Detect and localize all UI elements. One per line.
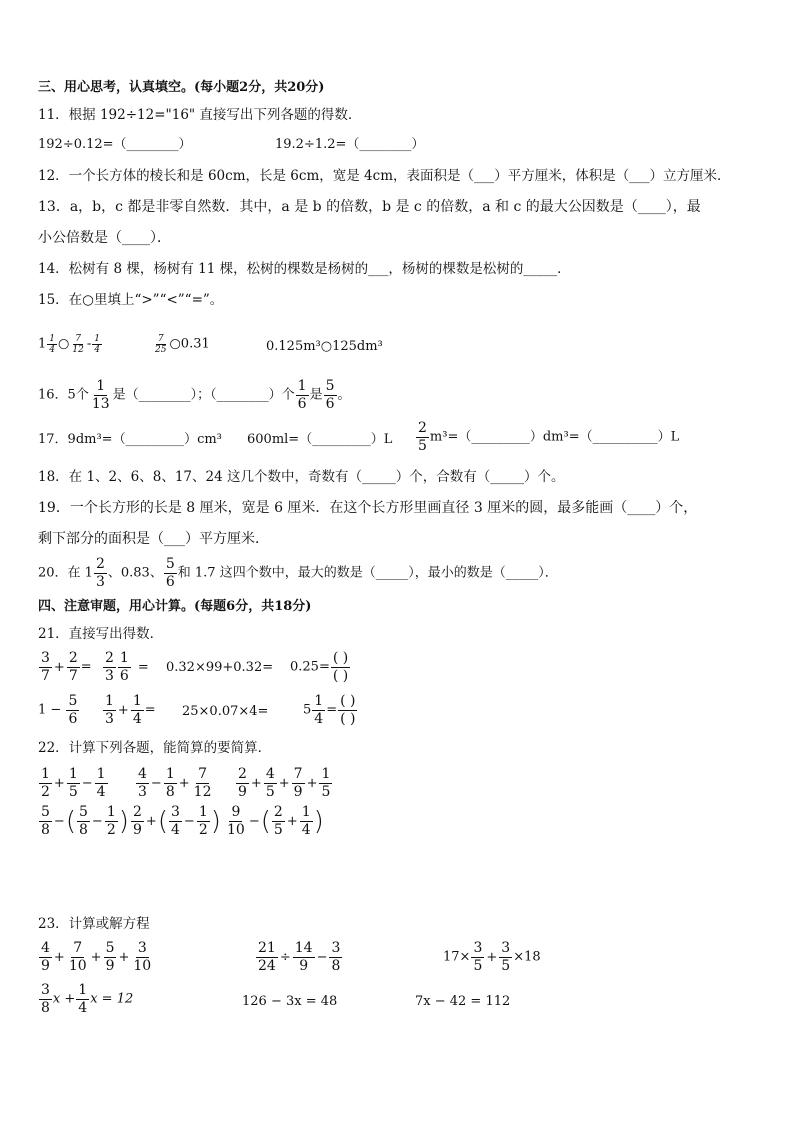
- q23-item-e: 126 − 3x = 48: [242, 994, 338, 1009]
- q17-part-c: $\frac{2}{5}$ m³=（_________）dm³=（__________）L: [418, 420, 680, 454]
- question-20: 20．在 1 $\frac{2}{3}$ 、0.83、 $\frac{5}{6}$ 和 1.7 这四个数中，最大的数是（_____），最小的数是（_____）．: [38, 556, 558, 590]
- q15-expression-1: 1 $\frac{1}{4}$ ○ $\frac{7}{12}$ - $\frac{1}{4}$: [38, 334, 100, 355]
- q21-item-a: $\frac{3}{7}$ + $\frac{2}{7}$ =: [41, 650, 92, 684]
- q11-answer-b: 19.2÷1.2=（________）: [275, 137, 425, 152]
- fraction: $\frac{2}{3}$: [95, 556, 105, 590]
- fraction: $\frac{1}{6}$: [297, 378, 307, 412]
- q22-item-f: $\frac{9}{10}$ −( $\frac{2}{5}$ + $\frac{1}{4}$ ): [227, 804, 324, 838]
- fraction: $\frac{7}{12}$: [72, 334, 84, 355]
- question-12: 12．一个长方体的棱长和是 60cm，长是 6cm，宽是 4cm，表面积是（___）平方厘米，体积是（___）立方厘米．: [38, 168, 731, 184]
- question-23: 23．计算或解方程: [38, 916, 150, 932]
- q22-item-a: $\frac{1}{2}$ + $\frac{1}{5}$ − $\frac{1}{4}$: [41, 766, 106, 800]
- q21-item-d: 0.25= $\frac{( )}{( )}$: [290, 650, 349, 684]
- fraction: $\frac{1}{4}$: [94, 334, 100, 355]
- q22-item-e: $\frac{2}{9}$ +( $\frac{3}{4}$ − $\frac{1}{2}$ ): [133, 804, 221, 838]
- q23-item-b: $\frac{21}{24}$ ÷ $\frac{14}{9}$ − $\frac{3}{8}$: [258, 940, 341, 974]
- fraction: $\frac{5}{6}$: [325, 378, 335, 412]
- fraction: $\frac{2}{5}$: [418, 420, 427, 454]
- fraction: $\frac{5}{6}$: [165, 556, 175, 590]
- q21-item-e: 1 − $\frac{5}{6}$: [38, 693, 78, 727]
- q22-item-b: $\frac{4}{3}$ − $\frac{1}{8}$ + $\frac{7}{12}$: [138, 766, 212, 800]
- section-4-title: 四、注意审题，用心计算。(每题6分，共18分): [38, 599, 312, 614]
- question-19-line2: 剩下部分的面积是（___）平方厘米．: [38, 531, 269, 547]
- q23-item-c: 17× $\frac{3}{5}$ + $\frac{3}{5}$ ×18: [443, 940, 541, 974]
- question-14: 14．松树有 8 棵，杨树有 11 棵，松树的棵数是杨树的___，杨树的棵数是松树的_____．: [38, 261, 571, 277]
- q21-item-b: $\frac{2}{3}$ $\frac{1}{6}$ =: [105, 650, 149, 684]
- fraction: $\frac{1}{4}$: [49, 334, 56, 355]
- question-19-line1: 19．一个长方形的长是 8 厘米，宽是 6 厘米．在这个长方形里画直径 3 厘米的圆，最多能画（____）个，: [38, 500, 698, 516]
- q23-item-d: $\frac{3}{8}$ x + $\frac{1}{4}$ x = 12: [41, 982, 134, 1016]
- q21-item-c: 0.32×99+0.32=: [166, 660, 274, 675]
- q21-item-h: 5 $\frac{1}{4}$ = $\frac{( )}{( )}$: [303, 693, 356, 727]
- q22-item-c: $\frac{2}{9}$ + $\frac{4}{5}$ + $\frac{7}{9}$ + $\frac{1}{5}$: [238, 766, 331, 800]
- section-3-title: 三、用心思考，认真填空。(每小题2分，共20分): [38, 80, 325, 95]
- q15-expression-3: 0.125m³○125dm³: [266, 339, 383, 354]
- q11-answer-a: 192÷0.12=（________）: [38, 137, 192, 152]
- q17-part-a: 17．9dm³=（_________）cm³: [38, 432, 222, 447]
- q21-item-f: $\frac{1}{3}$ + $\frac{1}{4}$ =: [105, 693, 156, 727]
- question-15: 15．在○里填上“>”“<”“=”。: [38, 292, 224, 308]
- question-11: 11．根据 192÷12="16" 直接写出下列各题的得数．: [38, 107, 362, 123]
- question-16: 16．5个 $\frac{1}{13}$ 是（________）；（________）个 $\frac{1}{6}$ 是 $\frac{5}{6}$ 。: [38, 378, 351, 412]
- q15-expression-2: $\frac{7}{25}$ ○0.31: [155, 334, 210, 355]
- fraction: $\frac{1}{13}$: [91, 378, 110, 412]
- q17-part-b: 600ml=（_________）L: [247, 432, 393, 447]
- question-21: 21．直接写出得数．: [38, 626, 164, 642]
- question-13-line1: 13．a，b，c 都是非零自然数．其中，a 是 b 的倍数，b 是 c 的倍数，a 和 c 的最大公因数是（____），最: [38, 199, 701, 215]
- question-22: 22．计算下列各题，能简算的要简算．: [38, 740, 272, 756]
- q21-item-g: 25×0.07×4=: [182, 704, 269, 719]
- question-13-line2: 小公倍数是（____）．: [38, 230, 171, 246]
- question-18: 18．在 1、2、6、8、17、24 这几个数中，奇数有（_____）个，合数有（_____）个。: [38, 469, 565, 485]
- q22-item-d: $\frac{5}{8}$ −( $\frac{5}{8}$ − $\frac{1}{2}$ ): [41, 804, 129, 838]
- q23-item-f: 7x − 42 = 112: [415, 994, 511, 1009]
- q23-item-a: $\frac{4}{9}$ + $\frac{7}{10}$ + $\frac{5}{9}$ + $\frac{3}{10}$: [41, 940, 152, 974]
- fraction: $\frac{7}{25}$: [155, 334, 167, 355]
